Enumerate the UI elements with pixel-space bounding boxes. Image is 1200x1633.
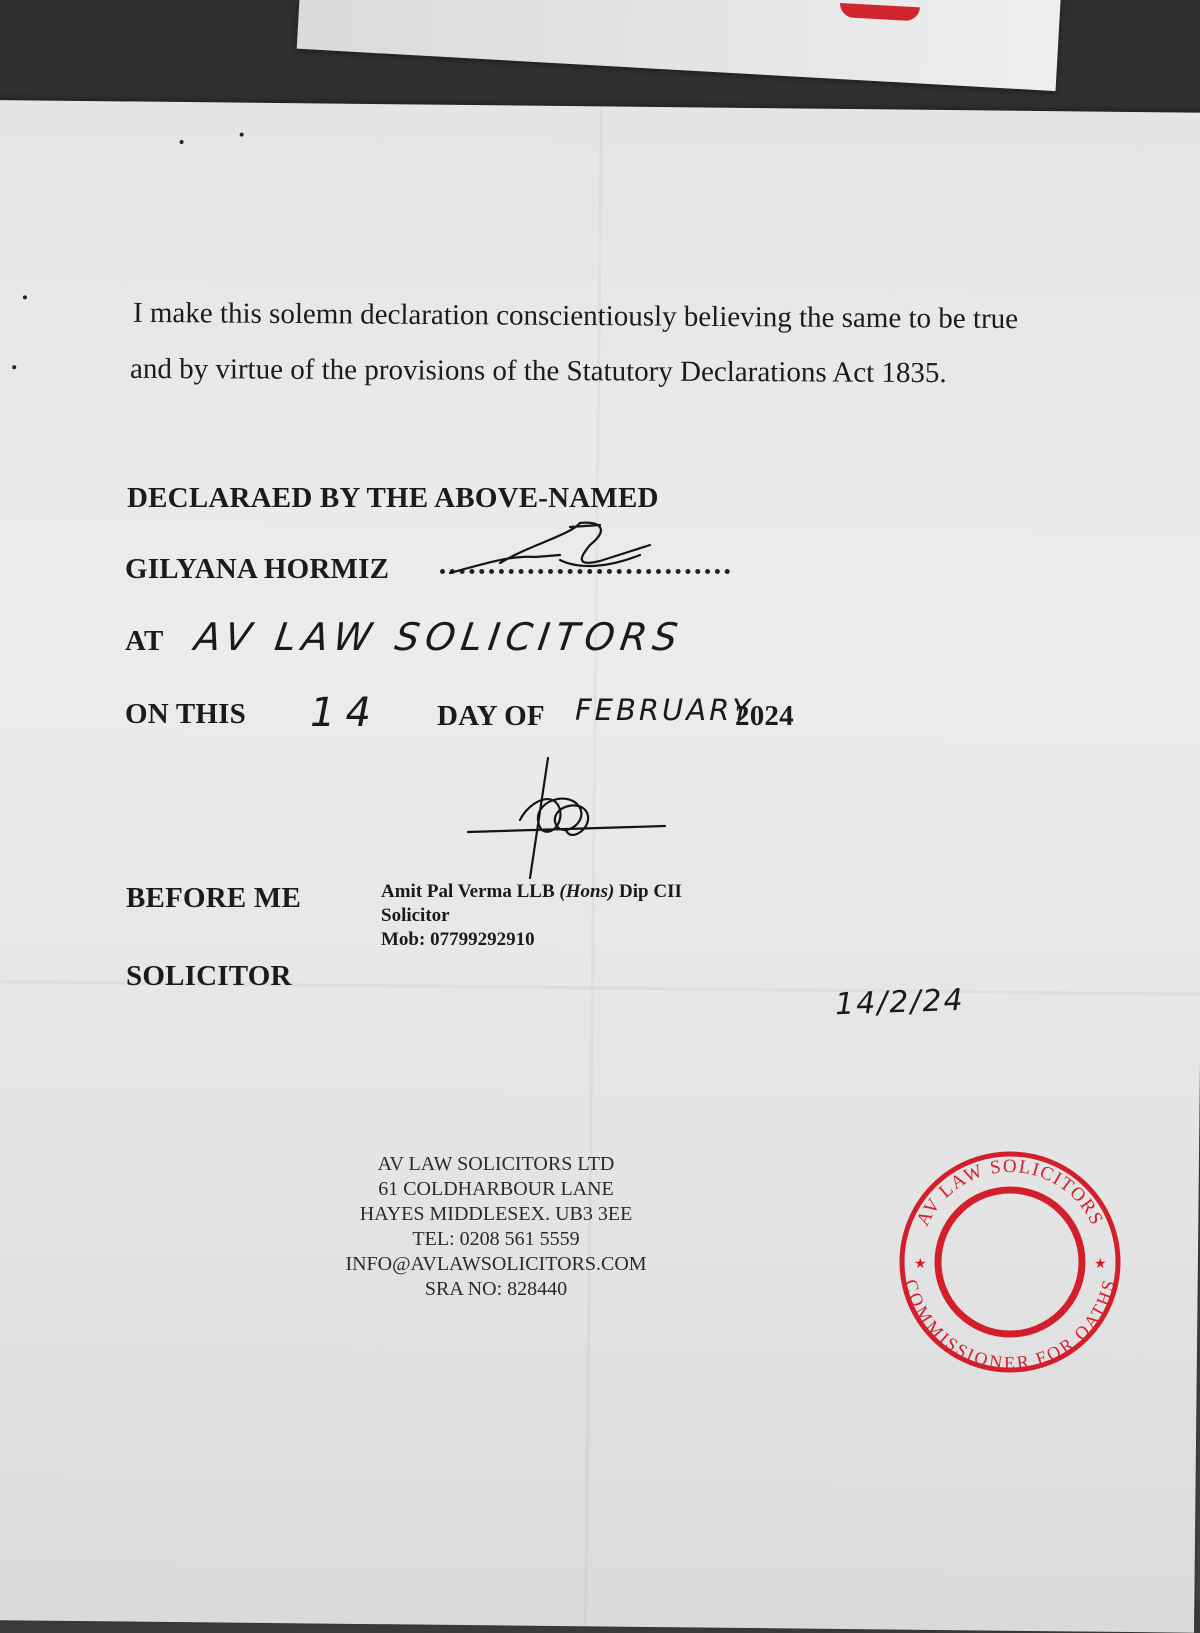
paper-speck	[180, 140, 184, 144]
address-line: TEL: 0208 561 5559	[412, 1228, 580, 1250]
solicitor-name-line	[381, 880, 682, 904]
firm-address-block	[296, 1152, 696, 1302]
declarant-signature	[440, 515, 660, 585]
declaration-line-2: and by virtue of the provisions of the Statutory Declarations Act 1835.	[129, 352, 947, 390]
solicitor-name: Amit Pal Verma LLB	[381, 881, 560, 902]
day-of-label: DAY OF	[437, 700, 545, 732]
declarant-name: GILYANA HORMIZ	[125, 553, 390, 585]
solicitor-hons: (Hons)	[559, 881, 615, 902]
paper-speck	[23, 295, 27, 299]
paper-speck	[12, 365, 16, 369]
address-line: AV LAW SOLICITORS LTD	[377, 1153, 615, 1175]
solicitor-mobile: Mob: 07799292910	[381, 929, 535, 950]
stamp-star-left: ★	[914, 1257, 927, 1272]
stamp-top-text: AV LAW SOLICITORS	[912, 1155, 1108, 1230]
on-this-label: ON THIS	[125, 698, 246, 730]
commissioner-stamp	[898, 1150, 1122, 1374]
day-value-handwritten: 14	[310, 690, 381, 736]
solicitor-details	[381, 880, 682, 952]
solicitor-title: Solicitor	[381, 905, 450, 926]
address-line: INFO@AVLAWSOLICITORS.COM	[345, 1253, 647, 1275]
solicitor-qualification: Dip CII	[614, 881, 682, 902]
year-value: 2024	[735, 700, 794, 732]
declaration-line-1: I make this solemn declaration conscientiously believing the same to be true	[132, 296, 1019, 336]
before-me-label: BEFORE ME	[126, 882, 302, 914]
declared-by-heading: DECLARAED BY THE ABOVE-NAMED	[127, 482, 659, 514]
handwritten-date: 14/2/24	[834, 982, 966, 1023]
at-label: AT	[125, 625, 164, 657]
stamp-star-right: ★	[1094, 1257, 1107, 1272]
address-line: SRA NO: 828440	[424, 1278, 568, 1300]
address-line: 61 COLDHARBOUR LANE	[378, 1178, 614, 1200]
address-line: HAYES MIDDLESEX. UB3 3EE	[359, 1203, 633, 1225]
paper-speck	[240, 133, 244, 137]
stamp-bottom-text: COMMISSIONER FOR OATHS	[900, 1277, 1120, 1373]
solicitor-signature	[460, 750, 680, 890]
month-value-handwritten: FEBRUARY	[575, 693, 753, 727]
background-red-mark	[839, 3, 920, 21]
solicitor-label: SOLICITOR	[126, 960, 292, 992]
svg-text:COMMISSIONER FOR OATHS	[901, 1277, 1119, 1372]
at-value-handwritten: AV LAW SOLICITORS	[191, 615, 687, 659]
